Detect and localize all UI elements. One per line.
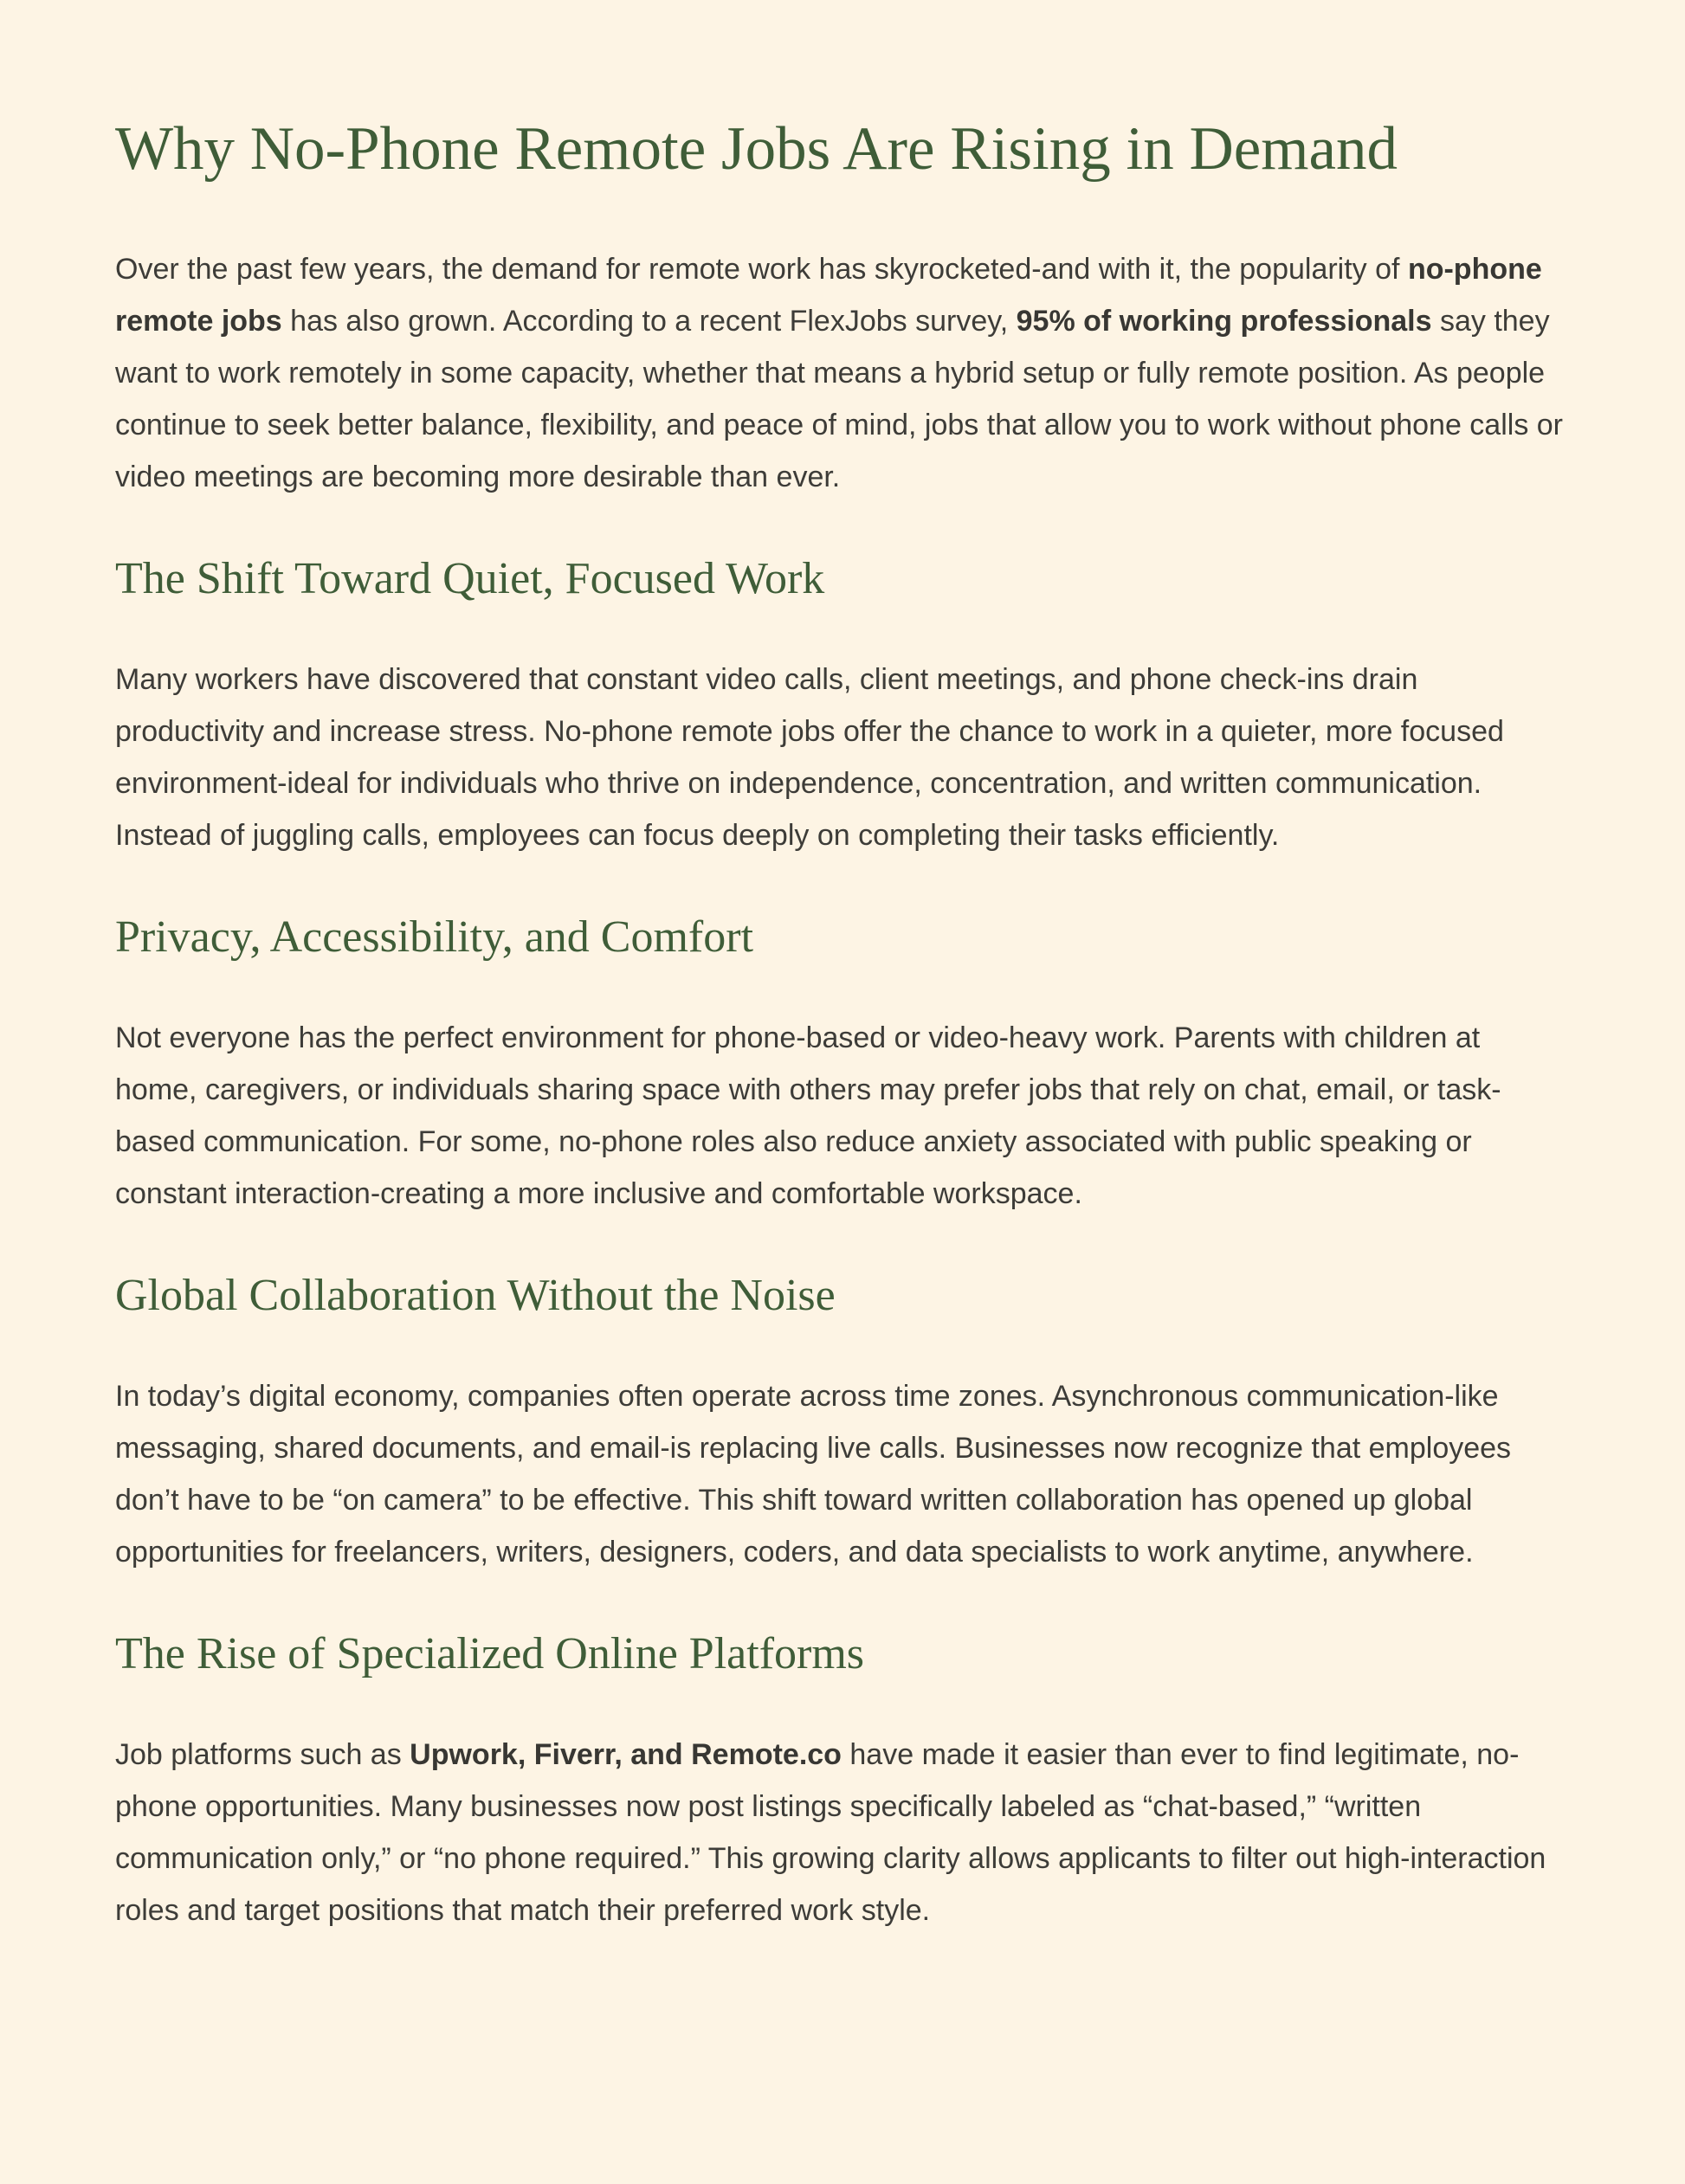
intro-segment: Over the past few years, the demand for remote work has skyrocketed-and with it, the popularity of (115, 253, 1408, 287)
section-paragraph (115, 1729, 1570, 1936)
section-text: have made it easier than ever to find legitimate, no-phone opportunities. Many businesses now post listings specifically labeled as “chat-based,” “written communication only,” or “no phone required.” This growing clarity allows applicants to filter out high-interaction roles and target positions that match their preferred work style. (115, 1738, 1546, 1928)
section-text: Many workers have discovered that constant video calls, client meetings, and phone check-ins drain productivity and increase stress. No-phone remote jobs offer the chance to work in a quieter, more focused environment-ideal for individuals who thrive on independence, concentration, and written communication. Instead of juggling calls, employees can focus deeply on completing their tasks efficiently. (115, 663, 1504, 853)
section-heading: Global Collaboration Without the Noise (115, 1271, 836, 1321)
section-quiet-focused-work (115, 551, 1570, 861)
section-paragraph (115, 654, 1570, 861)
section-specialized-platforms (115, 1626, 1570, 1936)
section-bold-platform-names: Upwork, Fiverr, and Remote.co (410, 1738, 842, 1772)
section-global-collaboration (115, 1267, 1570, 1578)
intro-segment: say they want to work remotely in some capacity, whether that means a hybrid setup or fully remote position. As people continue to seek better balance, flexibility, and peace of mind, jobs that allow you to work without phone calls or video meetings are becoming more desirable than ever. (115, 305, 1563, 494)
section-paragraph (115, 1012, 1570, 1220)
intro-bold-95-percent: 95% of working professionals (1016, 305, 1432, 338)
page-title: Why No-Phone Remote Jobs Are Rising in Demand (115, 115, 1398, 183)
section-paragraph (115, 1370, 1570, 1578)
intro-paragraph (115, 243, 1570, 503)
section-text: Job platforms such as (115, 1738, 410, 1772)
section-text: In today’s digital economy, companies often operate across time zones. Asynchronous communication-like messaging, shared documents, and email-is replacing live calls. Businesses now recognize that employees don’t have to be “on camera” to be effective. This shift toward written collaboration has opened up global opportunities for freelancers, writers, designers, coders, and data specialists to work anytime, anywhere. (115, 1380, 1512, 1569)
intro-segment: has also grown. According to a recent FlexJobs survey, (281, 305, 1017, 338)
section-heading: Privacy, Accessibility, and Comfort (115, 912, 754, 963)
section-heading: The Rise of Specialized Online Platforms (115, 1629, 865, 1679)
section-heading: The Shift Toward Quiet, Focused Work (115, 554, 825, 604)
section-privacy-accessibility-comfort (115, 909, 1570, 1220)
section-text: Not everyone has the perfect environment for phone-based or video-heavy work. Parents with children at home, caregivers, or individuals sharing space with others may prefer jobs that rely on chat, email, or task-based communication. For some, no-phone roles also reduce anxiety associated with public speaking or constant interaction-creating a more inclusive and comfortable workspace. (115, 1021, 1501, 1211)
intro-bold-no-phone-remote-jobs: no-phone remote jobs (115, 253, 1542, 338)
